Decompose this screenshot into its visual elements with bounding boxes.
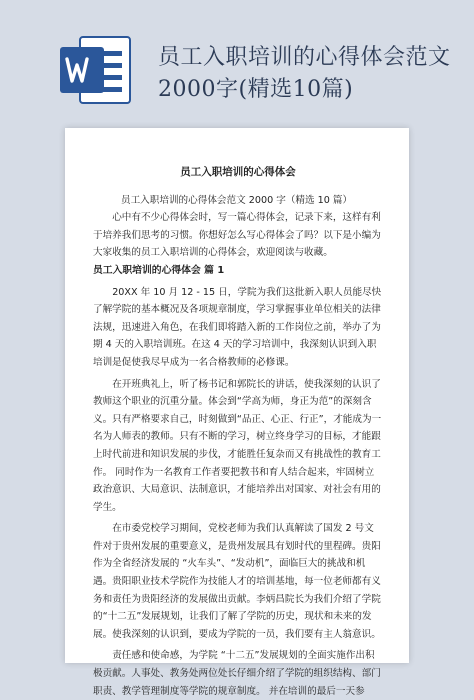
body-paragraph-3: 在市委党校学习期间，党校老师为我们认真解读了国发 2 号文件对于贵州发展的重要意义，是贵州发展具有划时代的里程碑。贵阳作为全省经济发展的 “火车头”、“发动机”，面临巨大的挑战和机遇。贵阳职业技术学院作为技能人才的培训基地，每一位老师都有义务和责任为贵阳经济的发展做出贡献。李炳昌院长为我们介绍了学院的“十二五”发展规划，让我们了解了学院的历史，现状和未来的发展。使我深刻的认识到，要成为学院的一员，我们要有主人翁意识。: [93, 523, 381, 640]
body-paragraph-4: 责任感和使命感，为学院 “十二五”发展规划的全面实施作出积极贡献。人事处、教务处两位处长仔细介绍了学院的组织结构、部门职责、教学管理制度等学院的规章制度。 并在培训的最后一天参: [93, 650, 381, 697]
document-subtitle: 员工入职培训的心得体会范文 2000 字（精选 10 篇）: [121, 194, 353, 206]
section-heading: 员工入职培训的心得体会 篇 1: [93, 264, 225, 276]
document-body: [93, 164, 383, 700]
body-paragraph-1: 20XX 年 10 月 12 - 15 日，学院为我们这批新入职人员能尽快了解学院的基本概况及各项规章制度，学习掌握事业单位相关的法律法规，迅速进入角色，在我们即将踏入新的工作岗位之前，举办了为期 4 天的入职培训班。在这 4 天的学习培训中，我深刻认识到入职培训是促使我尽早成为一名合格教师的必修课。: [93, 286, 382, 368]
document-page: [65, 128, 409, 697]
banner-title-line-2: 2000字(精选10篇): [158, 77, 354, 102]
word-document-icon: [58, 35, 132, 105]
body-paragraph-2: 在开班典礼上，听了杨书记和郭院长的讲话，使我深刻的认识了教师这个职业的沉重分量。体会到“学高为师，身正为范”的深刻含义。只有严格要求自己，时刻做到“品正、心正、行正”，才能成为一名为人师表的教师。只有不断的学习，树立终身学习的目标，才能跟上时代前进和知识发展的步伐，才能胜任复杂而又有挑战性的教育工作。 同时作为一名教育工作者要把教书和育人结合起来，牢固树立政治意识、大局意识、法制意识，才能培养出对国家、对社会有用的学生。: [93, 378, 382, 513]
document-title: 员工入职培训的心得体会: [180, 166, 296, 178]
header-banner: [0, 0, 474, 120]
banner-title-line-1: 员工入职培训的心得体会范文: [158, 45, 451, 70]
intro-paragraph: 心中有不少心得体会时，写一篇心得体会，记录下来，这样有利于培养我们思考的习惯。你想好怎么写心得体会了吗？以下是小编为大家收集的员工入职培训的心得体会，欢迎阅读与收藏。: [93, 212, 381, 259]
